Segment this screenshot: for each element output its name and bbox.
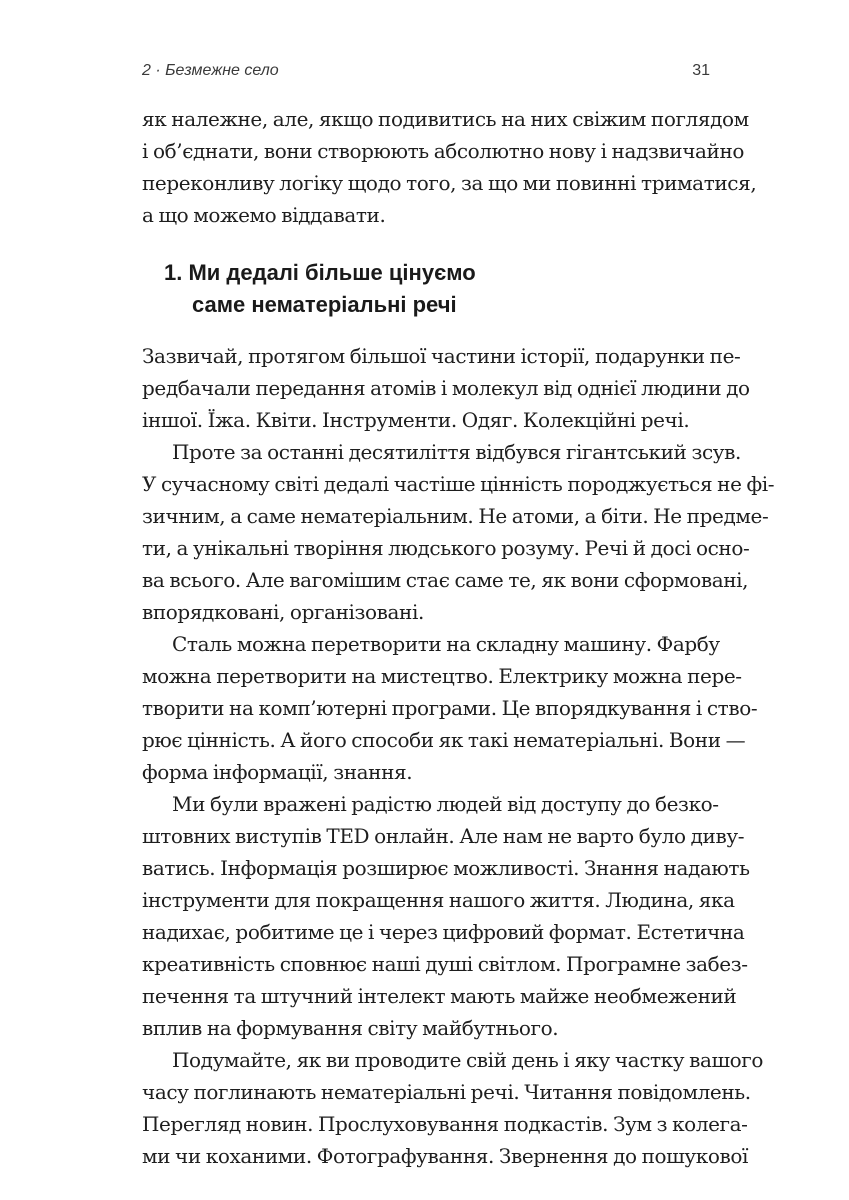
text-line: ватись. Інформація розширює можливості. Знання надають <box>142 856 750 880</box>
text-line: Подумайте, як ви проводите свій день і яку частку вашого <box>172 1048 764 1072</box>
text-line: Перегляд новин. Прослуховування подкастів. Зум з колега- <box>142 1112 748 1136</box>
section-heading-continued: саме нематеріальні речі <box>192 292 457 317</box>
text-line: інструменти для покращення нашого життя. Людина, яка <box>142 888 735 912</box>
running-head <box>142 62 710 84</box>
section-heading: 1. Ми дедалі більше цінуємо <box>164 260 476 285</box>
text-line: переконливу логіку щодо того, за що ми повинні триматися, <box>142 171 757 195</box>
chapter-title: 2 · Безмежне село <box>142 62 279 79</box>
text-line: вплив на формування світу майбутнього. <box>142 1016 559 1040</box>
text-line: ва всього. Але вагомішим стає саме те, як вони сформовані, <box>142 568 749 592</box>
text-line: Зазвичай, протягом більшої частини історії, подарунки пе- <box>142 344 741 368</box>
page-number: 31 <box>692 62 710 79</box>
text-line: штовних виступів TED онлайн. Але нам не варто було диву- <box>142 824 745 848</box>
text-line: рює цінність. А його способи як такі нематеріальні. Вони — <box>142 728 746 752</box>
text-line: можна перетворити на мистецтво. Електрику можна пере- <box>142 664 742 688</box>
text-line: Сталь можна перетворити на складну машину. Фарбу <box>172 632 720 656</box>
text-line: творити на комп’ютерні програми. Це впорядкування і ство- <box>142 696 758 720</box>
text-line: Проте за останні десятиліття відбувся гігантський зсув. <box>172 440 741 464</box>
text-line: креативність сповнює наші душі світлом. Програмне забез- <box>142 952 748 976</box>
text-line: і об’єднати, вони створюють абсолютно нову і надзвичайно <box>142 139 745 163</box>
text-line: як належне, але, якщо подивитись на них свіжим поглядом <box>142 107 749 131</box>
text-line: Ми були вражені радістю людей від доступу до безко- <box>172 792 719 816</box>
text-line: У сучасному світі дедалі частіше цінність породжується не фі- <box>142 472 775 496</box>
text-line: впорядковані, організовані. <box>142 600 424 624</box>
text-line: часу поглинають нематеріальні речі. Читання повідомлень. <box>142 1080 751 1104</box>
text-line: печення та штучний інтелект мають майже необмежений <box>142 984 737 1008</box>
text-line: ти, а унікальні творіння людського розуму. Речі й досі осно- <box>142 536 750 560</box>
text-line: а що можемо віддавати. <box>142 203 386 227</box>
text-line: зичним, а саме нематеріальним. Не атоми, а біти. Не предме- <box>142 504 769 528</box>
text-line: редбачали передання атомів і молекул від однієї людини до <box>142 376 750 400</box>
text-line: ми чи коханими. Фотографування. Звернення до пошукової <box>142 1144 748 1168</box>
text-line: надихає, робитиме це і через цифровий формат. Естетична <box>142 920 745 944</box>
text-line: іншої. Їжа. Квіти. Інструменти. Одяг. Колекційні речі. <box>142 408 690 432</box>
text-line: форма інформації, знання. <box>142 760 413 784</box>
